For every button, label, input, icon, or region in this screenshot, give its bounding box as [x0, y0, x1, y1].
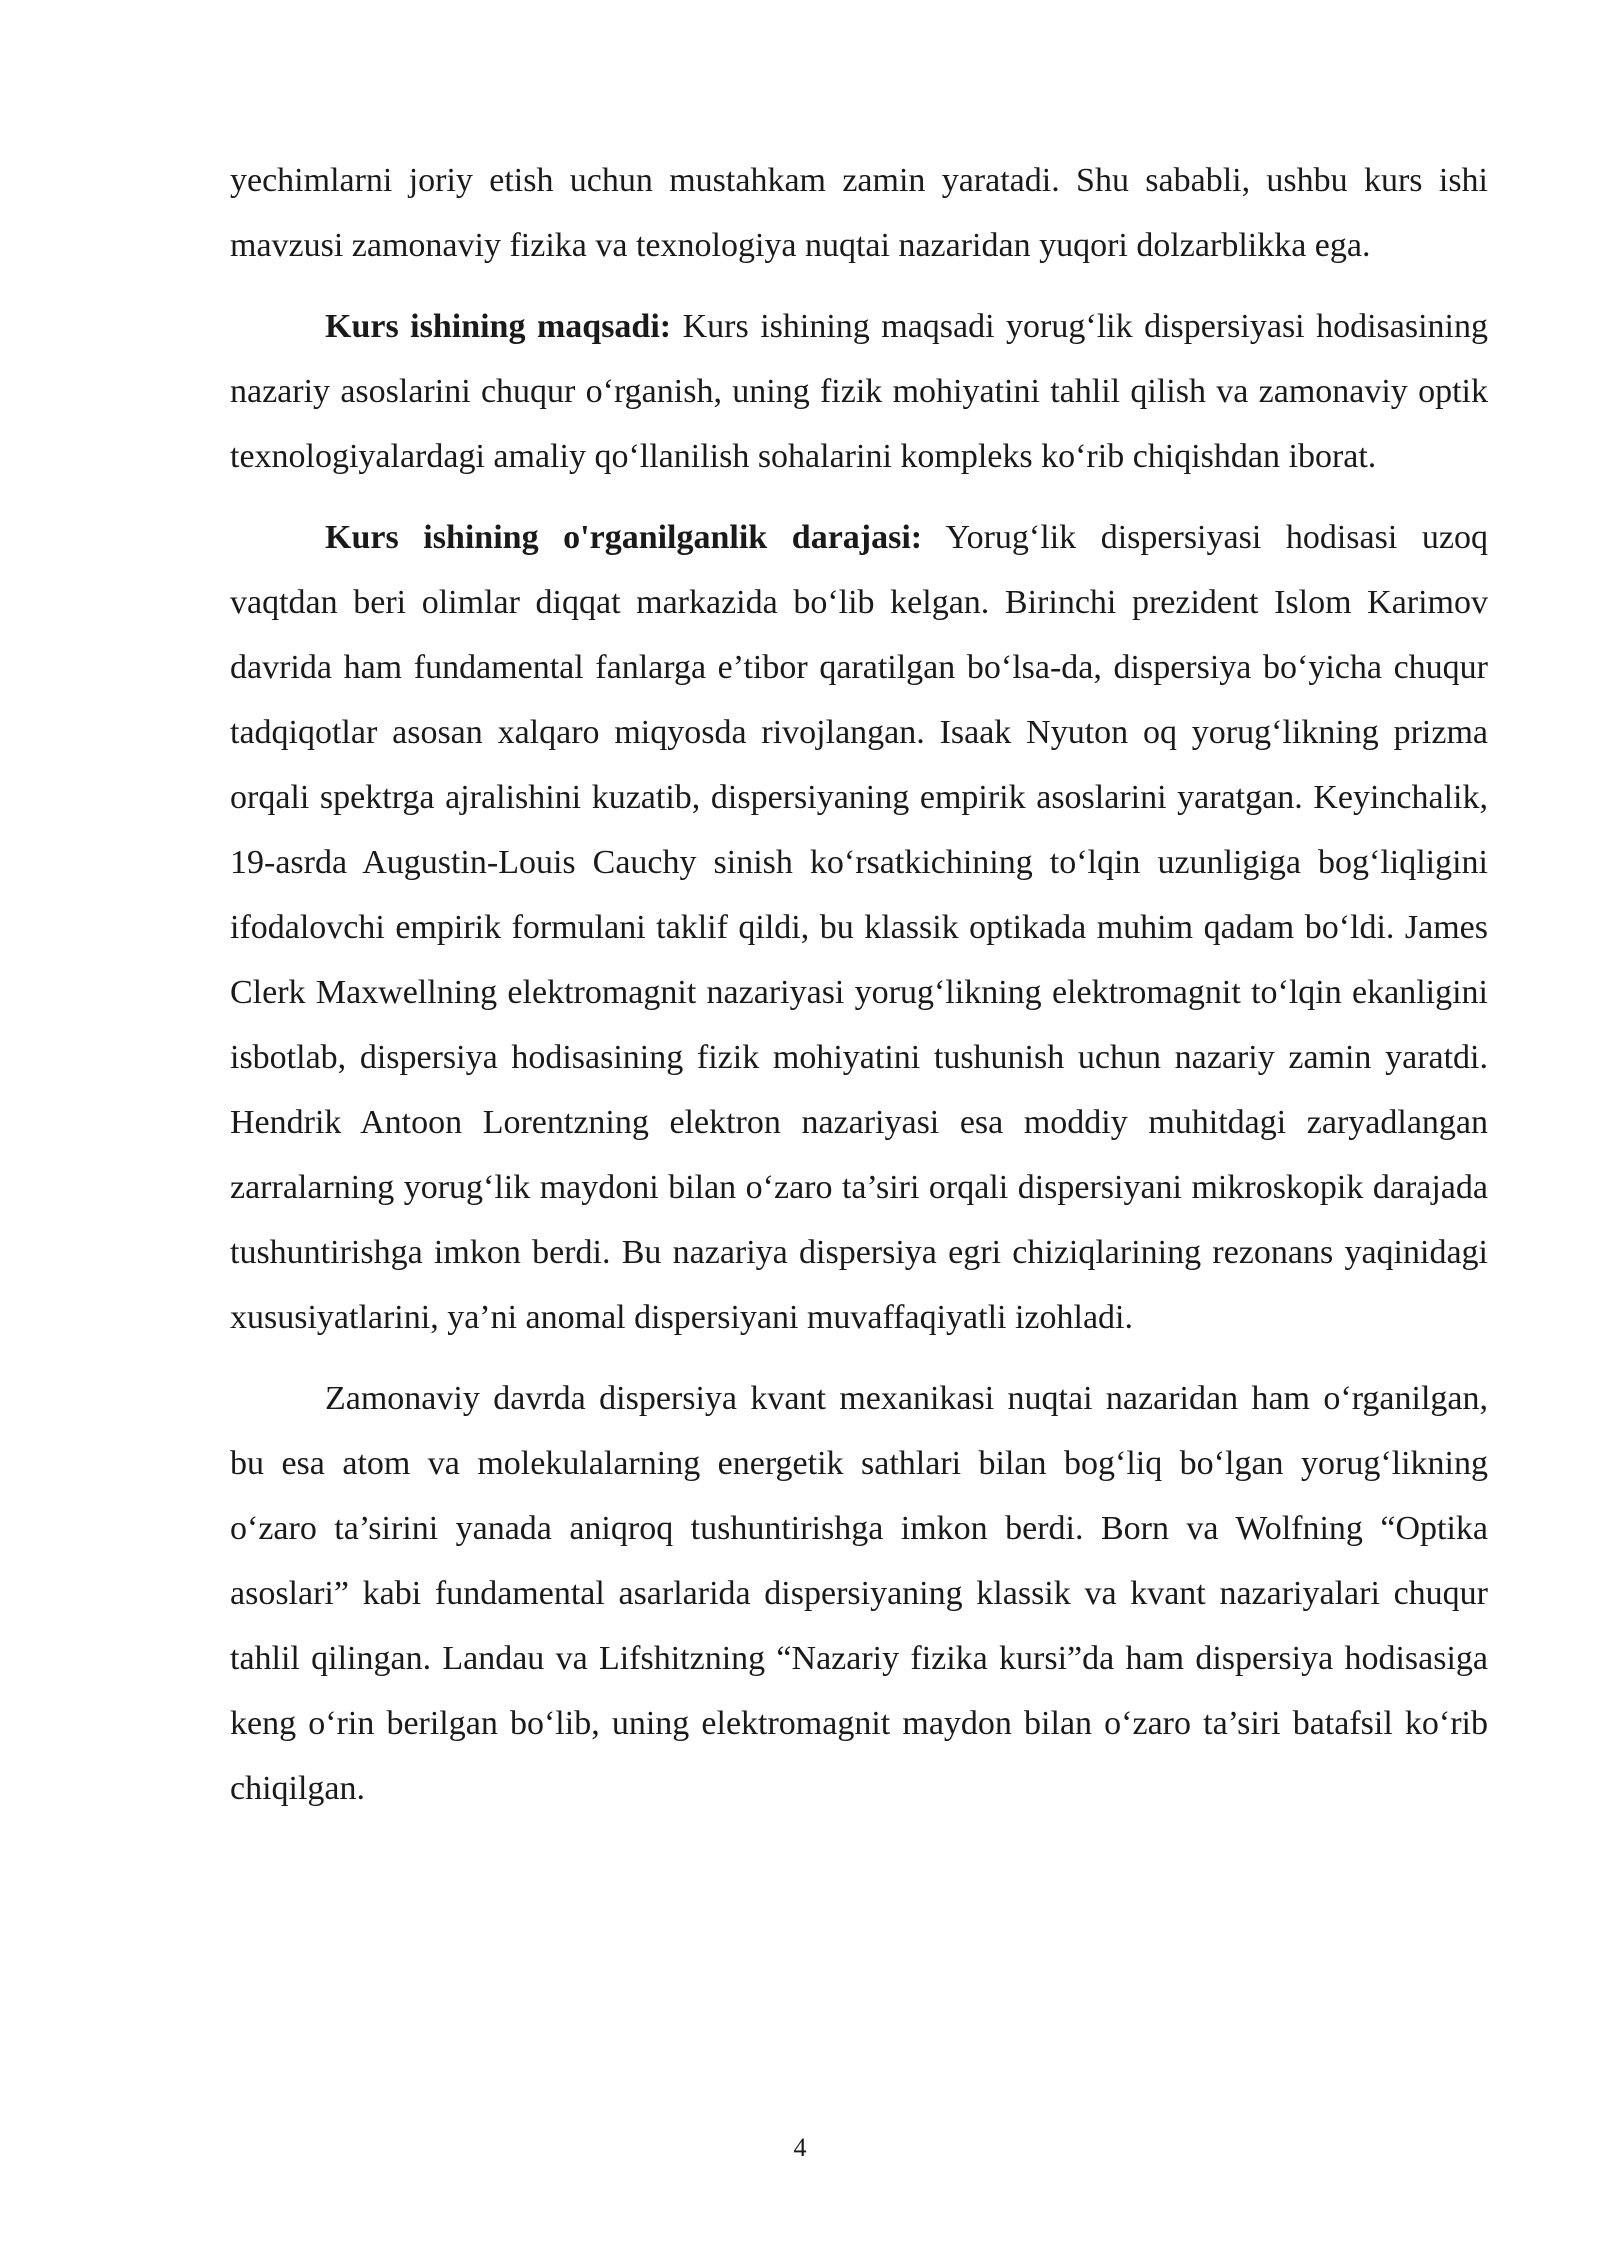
paragraph-course-goal — [230, 294, 1488, 489]
paragraph-heading-goal: Kurs ishining maqsadi: — [325, 308, 672, 345]
paragraph-text: Yorug‘lik dispersiyasi hodisasi uzoq vaqtdan beri olimlar diqqat markazida bo‘lib kelgan. Birinchi prezident Islom Karimov davrida ham fundamental fanlarga e’tibor qaratilgan bo‘lsa-da, dispersiya bo‘yicha chuqur tadqiqotlar asosan xalqaro miqyosda rivojlangan. Isaak Nyuton oq yorug‘likning prizma orqali spektrga ajralishini kuzatib, dispersiyaning empirik asoslarini yaratgan. Keyinchalik, 19-asrda Augustin-Louis Cauchy sinish ko‘rsatkichining to‘lqin uzunligiga bog‘liqligini ifodalovchi empirik formulani taklif qildi, bu klassik optikada muhim qadam bo‘ldi. James Clerk Maxwellning elektromagnit nazariyasi yorug‘likning elektromagnit to‘lqin ekanligini isbotlab, dispersiya hodisasining fizik mohiyatini tushunish uchun nazariy zamin yaratdi. Hendrik Antoon Lorentzning elektron nazariyasi esa moddiy muhitdagi zaryadlangan zarralarning yorug‘lik maydoni bilan o‘zaro ta’siri orqali dispersiyani mikroskopik darajada tushuntirishga imkon berdi. Bu nazariya dispersiya egri chiziqlarining rezonans yaqinidagi xususiyatlarini, ya’ni anomal dispersiyani muvaffaqiyatli izohladi. — [230, 519, 1488, 1336]
paragraph-text: Zamonaviy davrda dispersiya kvant mexanikasi nuqtai nazaridan ham o‘rganilgan, bu esa atom va molekulalarning energetik sathlari bilan bog‘liq bo‘lgan yorug‘likning o‘zaro ta’sirini yanada aniqroq tushuntirishga imkon berdi. Born va Wolfning “Optika asoslari” kabi fundamental asarlarida dispersiyaning klassik va kvant nazariyalari chuqur tahlil qilingan. Landau va Lifshitzning “Nazariy fizika kursi”da ham dispersiya hodisasiga keng o‘rin berilgan bo‘lib, uning elektromagnit maydon bilan o‘zaro ta’siri batafsil ko‘rib chiqilgan. — [230, 1380, 1488, 1807]
body-text — [230, 148, 1488, 1821]
paragraph-research-level — [230, 505, 1488, 1350]
paragraph-intro-continuation — [230, 148, 1488, 278]
paragraph-heading-research-level: Kurs ishining o'rganilganlik darajasi: — [325, 519, 923, 556]
paragraph-text: yechimlarni joriy etish uchun mustahkam zamin yaratadi. Shu sababli, ushbu kurs ishi mavzusi zamonaviy fizika va texnologiya nuqtai nazaridan yuqori dolzarblikka ega. — [230, 162, 1488, 264]
paragraph-text: Kurs ishining maqsadi yorug‘lik dispersiyasi hodisasining nazariy asoslarini chuqur o‘rganish, uning fizik mohiyatini tahlil qilish va zamonaviy optik texnologiyalardagi amaliy qo‘llanilish sohalarini kompleks ko‘rib chiqishdan iborat. — [230, 308, 1489, 475]
paragraph-modern-era — [230, 1366, 1488, 1821]
page-number: 4 — [793, 2133, 807, 2162]
